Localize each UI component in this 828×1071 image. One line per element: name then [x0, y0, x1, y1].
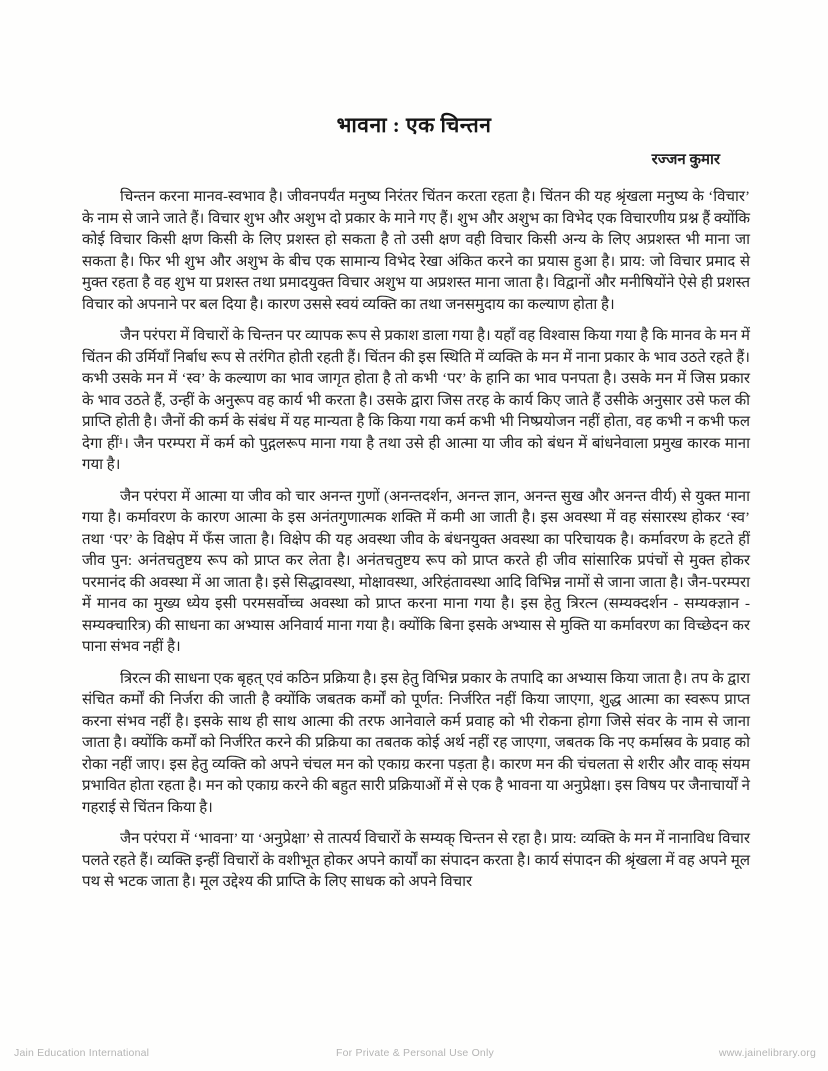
footer-website: www.jainelibrary.org [718, 1047, 816, 1059]
page-footer [14, 1047, 816, 1059]
paragraph-2: जैन परंपरा में विचारों के चिन्तन पर व्यापक रूप से प्रकाश डाला गया है। यहाँ वह विश्वास किया गया है कि मानव के मन में चिंतन की उर्मियाँ निर्बाध रूप से तरंगित होती रहती हैं। चिंतन की इस स्थिति में व्यक्ति के मन में नाना प्रकार के भाव उठते रहते हैं। कभी उसके मन में ‘स्व’ के कल्याण का भाव जागृत होता है तो कभी ‘पर’ के हानि का भाव पनपता है। उसके मन में जिस प्रकार के भाव उठते हैं, उन्हीं के अनुरूप वह कार्य भी करता है। उसके द्वारा जिस तरह के कार्य किए जाते हैं उसीके अनुसार उसे फल की प्राप्ति होती है। जैनों की कर्म के संबंध में यह मान्यता है कि किया गया कर्म कभी भी निष्प्रयोजन नहीं होता, वह कभी न कभी फल देगा हीं¹। जैन परम्परा में कर्म को पुद्गलरूप माना गया है तथा उसे ही आत्मा या जीव को बंधन में बांधनेवाला प्रमुख कारक माना गया है। [82, 328, 750, 473]
footer-usage-note: For Private & Personal Use Only [336, 1047, 494, 1059]
author-name: रज्जन कुमार [651, 152, 720, 168]
footer-publisher: Jain Education International [14, 1047, 150, 1059]
paragraph-3: जैन परंपरा में आत्मा या जीव को चार अनन्त गुणों (अनन्तदर्शन, अनन्त ज्ञान, अनन्त सुख और अनन्त वीर्य) से युक्त माना गया है। कर्मावरण के कारण आत्मा के इस अनंतगुणात्मक शक्ति में कमी आ जाती है। इस अवस्था में वह संसारस्थ होकर ‘स्व’ तथा ‘पर’ के विक्षेप में फँस जाता है। विक्षेप की यह अवस्था जीव के बंधनयुक्त अवस्था का परिचायक है। कर्मावरण के हटते हीं जीव पुन: अनंतचतुष्टय रूप को प्राप्त कर लेता है। अनंतचतुष्टय रूप को प्राप्त करते ही जीव सांसारिक प्रपंचों से मुक्त होकर परमानंद की अवस्था में आ जाता है। इसे सिद्धावस्था, मोक्षावस्था, अरिहंतावस्था आदि विभिन्न नामों से जाना जाता है। जैन-परम्परा में मानव का मुख्य ध्येय इसी परमसर्वोच्च अवस्था को प्राप्त करना माना गया है। इस हेतु त्रिरत्न (सम्यक्दर्शन - सम्यक्ज्ञान - सम्यक्चारित्र) की साधना का अभ्यास अनिवार्य माना गया है। क्योंकि बिना इसके अभ्यास से मुक्ति या कर्मावरण का विच्छेदन कर पाना संभव नहीं है। [82, 488, 750, 655]
article-body [82, 187, 750, 894]
page-title: भावना : एक चिन्तन [336, 113, 492, 137]
paragraph-1: चिन्तन करना मानव-स्वभाव है। जीवनपर्यंत मनुष्य निरंतर चिंतन करता रहता है। चिंतन की यह श्रृंखला मनुष्य के ‘विचार’ के नाम से जाने जाते हैं। विचार शुभ और अशुभ दो प्रकार के माने गए हैं। शुभ और अशुभ का विभेद एक विचारणीय प्रश्न हैं क्योंकि कोई विचार किसी क्षण किसी के लिए प्रशस्त हो सकता है तो उसी क्षण वही विचार किसी अन्य के लिए अप्रशस्त भी माना जा सकता है। फिर भी शुभ और अशुभ के बीच एक सामान्य विभेद रेखा अंकित करने का प्रयास हुआ है। प्राय: जो विचार प्रमाद से मुक्त रहता है वह शुभ या प्रशस्त तथा प्रमादयुक्त विचार अशुभ या अप्रशस्त माना जाता है। विद्वानों और मनीषियोंने ऐसे ही प्रशस्त विचार को अपनाने पर बल दिया है। कारण उससे स्वयं व्यक्ति का तथा जनसमुदाय का कल्याण होता है। [82, 189, 750, 313]
paragraph-4: त्रिरत्न की साधना एक बृहत् एवं कठिन प्रक्रिया है। इस हेतु विभिन्न प्रकार के तपादि का अभ्यास किया जाता है। तप के द्वारा संचित कर्मों की निर्जरा की जाती है क्योंकि जबतक कर्मों को पूर्णत: निर्जरित नहीं किया जाएगा, शुद्ध आत्मा का स्वरूप प्राप्त करना संभव नहीं है। इसके साथ ही साथ आत्मा की तरफ आनेवाले कर्म प्रवाह को भी रोकना होगा जिसे संवर के नाम से जाना जाता है। क्योंकि कर्मों को निर्जरित करने की प्रक्रिया का तबतक कोई अर्थ नहीं रह जाएगा, जबतक कि नए कर्मास्रव के प्रवाह को रोका नहीं जाए। इस हेतु व्यक्ति को अपने चंचल मन को एकाग्र करना पड़ता है। कारण मन की चंचलता से शरीर और वाक् संयम प्रभावित होता रहता है। मन को एकाग्र करने की बहुत सारी प्रक्रियाओं में से एक है भावना या अनुप्रेक्षा। इस विषय पर जैनाचार्यों ने गहराई से चिंतन किया है। [82, 670, 750, 816]
paragraph-5: जैन परंपरा में ‘भावना’ या ‘अनुप्रेक्षा’ से तात्पर्य विचारों के सम्यक् चिन्तन से रहा है। प्राय: व्यक्ति के मन में नानाविध विचार पलते रहते हैं। व्यक्ति इन्हीं विचारों के वशीभूत होकर अपने कार्यों का संपादन करता है। कार्य संपादन की श्रृंखला में वह अपने मूल पथ से भटक जाता है। मूल उद्देश्य की प्राप्ति के लिए साधक को अपने विचार [82, 831, 750, 890]
